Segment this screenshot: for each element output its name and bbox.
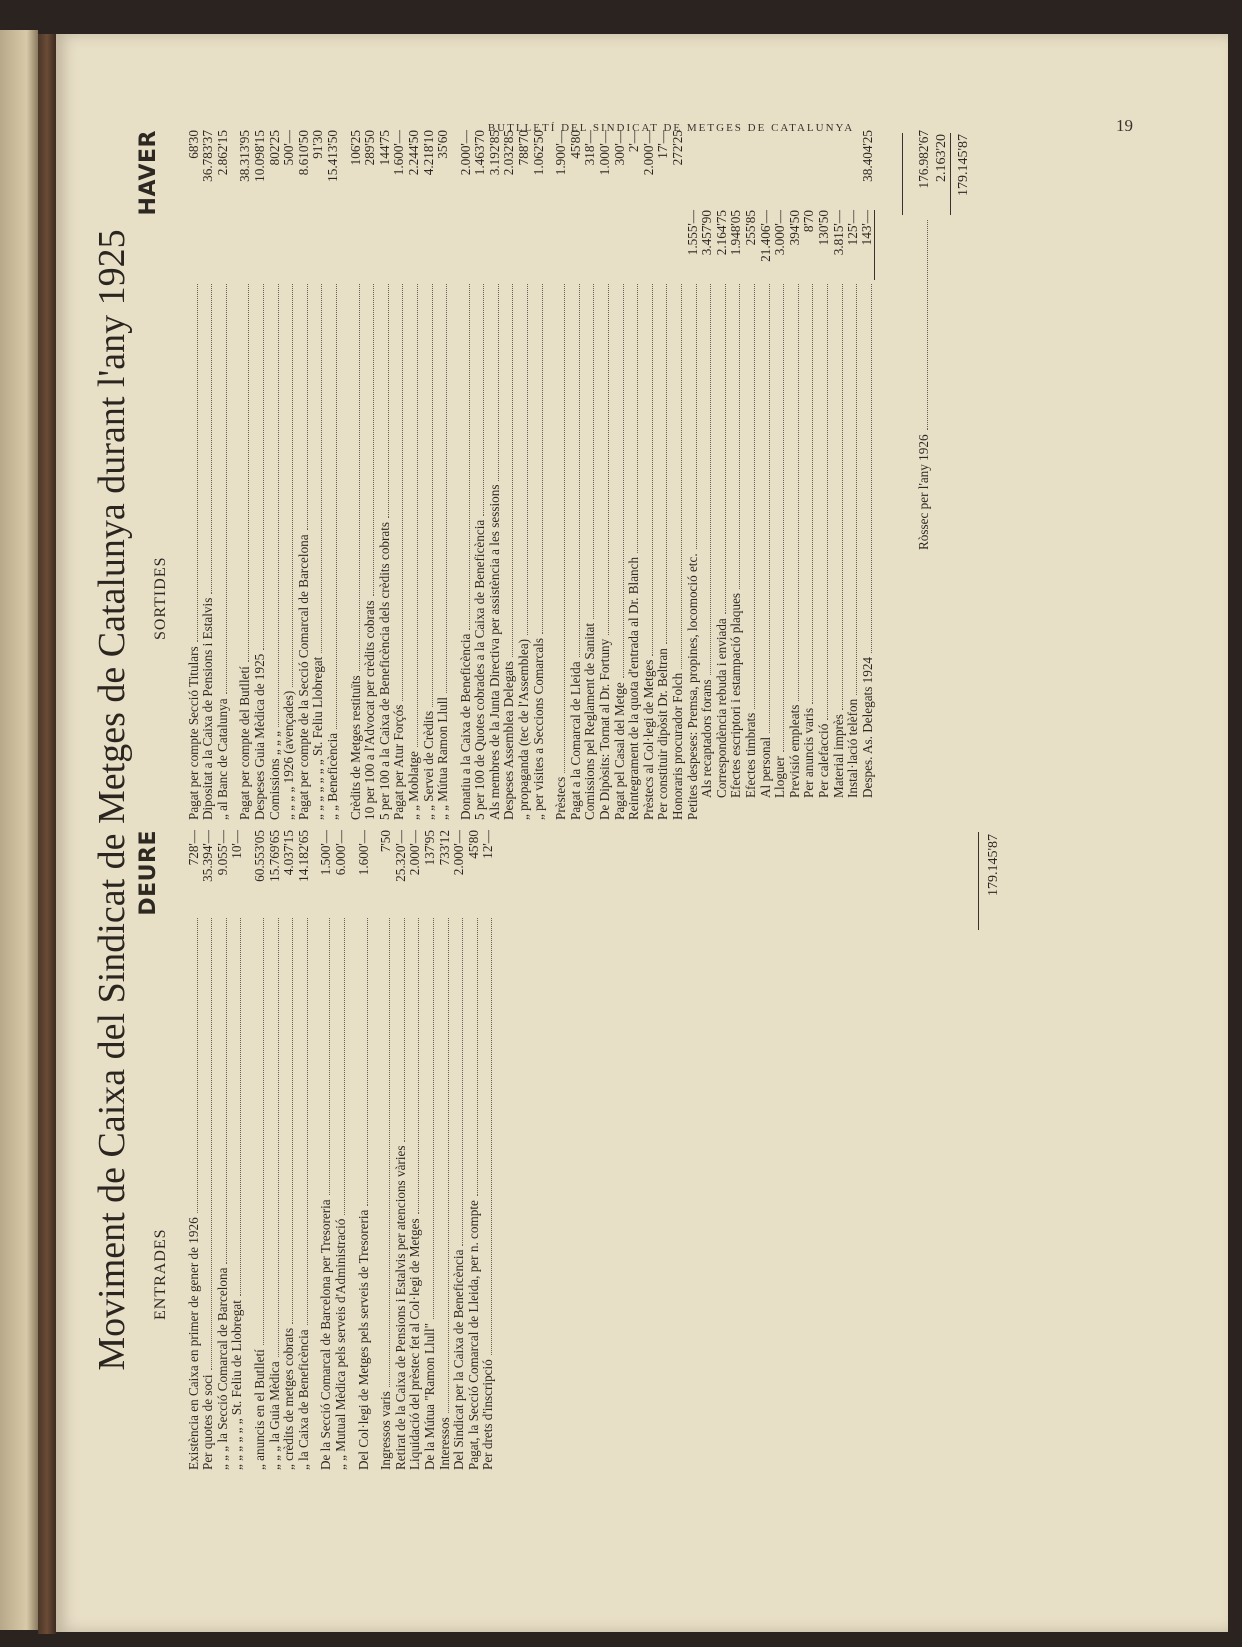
deure-row-amount: 6.000'—	[332, 830, 348, 876]
haver-row-subamount: 3.000'—	[772, 210, 788, 256]
leader-dots	[754, 284, 755, 709]
deure-row-label: „ „ „ la Guia Mèdica	[266, 1361, 282, 1470]
haver-row-label: Als recaptadors forans	[699, 679, 715, 798]
deure-row-label: Retirat de la Caixa de Pensions i Estalvis per atencions vàries	[392, 1145, 408, 1470]
haver-row-label: Comissions pel Reglament de Sanitat	[582, 622, 598, 820]
haver-row-amount: 1.062'50	[530, 130, 546, 176]
deure-row	[481, 830, 496, 1470]
haver-row	[436, 130, 451, 820]
haver-row-label: „ „ „ „ 1926 (avençades)	[281, 690, 297, 820]
leader-dots	[278, 918, 279, 1357]
deure-row-label: Liquidació del prèstec fet al Col·legi de Metges	[407, 1218, 423, 1470]
haver-row	[296, 130, 311, 820]
haver-row-amount: 38.404'25	[859, 130, 875, 182]
haver-row-label: Crèdits de Metges restituïts	[347, 675, 363, 820]
haver-row-subamount: 143'—	[860, 210, 875, 280]
haver-subtotal-rule	[902, 133, 903, 215]
haver-row	[714, 130, 729, 820]
haver-row-amount: 35'60	[435, 130, 451, 159]
haver-row-label: Lloguer	[772, 756, 788, 798]
haver-row-label: Donatiu a la Caixa de Beneficència	[457, 633, 473, 820]
haver-row-subamount: 2.164'75	[713, 210, 729, 256]
deure-heading: DEURE	[136, 830, 161, 916]
leader-dots	[367, 918, 368, 1206]
leader-dots	[462, 918, 463, 1246]
leader-dots	[292, 918, 293, 1324]
leader-dots	[307, 284, 308, 530]
leader-dots	[564, 284, 565, 773]
deure-row-amount: 60.553'05	[251, 830, 267, 882]
deure-row	[437, 830, 452, 1470]
haver-row-label: „ „ Moblatge	[405, 751, 421, 820]
deure-row	[452, 830, 467, 1470]
haver-row	[406, 130, 421, 820]
haver-row-amount: 144'75	[376, 130, 392, 166]
deure-row-amount: 137'95	[421, 830, 437, 866]
haver-row-amount: 3.192'85	[486, 130, 502, 176]
haver-row-amount: 17'—	[655, 130, 671, 159]
haver-row-label: Despeses Guia Mèdica de 1925	[251, 653, 267, 820]
deure-row-label: De la Mútua "Ramon Llull"	[421, 1322, 437, 1470]
deure-row-amount: 1.500'—	[318, 830, 334, 876]
haver-row	[238, 130, 253, 820]
leader-dots	[856, 284, 857, 695]
haver-row-label: „ „ Mútua Ramon Llull	[435, 696, 451, 820]
haver-row	[860, 130, 875, 820]
deure-row-amount: 35.394'—	[200, 830, 216, 882]
haver-row	[473, 130, 488, 820]
leader-dots	[402, 284, 403, 701]
deure-row-amount: 2.000'—	[407, 830, 423, 876]
leader-dots	[812, 284, 813, 704]
haver-row	[267, 130, 282, 820]
haver-row-label: Despeses Assemblea Delegats	[501, 661, 517, 820]
deure-row	[201, 830, 216, 1470]
haver-row-label: Pagat a la Comarcal de Lleida	[567, 661, 583, 820]
leader-dots	[542, 284, 543, 634]
haver-row-label: Instal·lació telèfon	[845, 698, 861, 798]
haver-row	[377, 130, 392, 820]
haver-row-label: Als membres de la Junta Directiva per assistència a les sessions	[486, 484, 502, 820]
haver-row	[516, 130, 531, 820]
leader-dots	[483, 284, 484, 516]
haver-row-subamount: 3.815'—	[830, 210, 846, 256]
leader-dots	[292, 284, 293, 687]
leader-dots	[696, 284, 697, 549]
facing-page-edge	[0, 30, 38, 1630]
haver-row-amount: 2.244'50	[405, 130, 421, 176]
haver-row	[802, 130, 817, 820]
haver-row-label: Per anuncis varis	[801, 707, 817, 798]
haver-row	[743, 130, 758, 820]
deure-row	[230, 830, 245, 1470]
deure-row	[282, 830, 297, 1470]
deure-row-label: Del Col·legi de Metges pels serveis de Tresoreria	[355, 1209, 371, 1470]
running-head: BUTLLETÍ DEL SINDICAT DE METGES DE CATALUNYA	[487, 122, 855, 134]
haver-row-label: 5 per 100 de Quotes cobrades a la Caixa de Beneficència	[472, 519, 488, 820]
haver-row-amount: 91'30	[310, 130, 326, 159]
haver-row	[311, 130, 326, 820]
haver-row-label: Pagat per Atur Forçós	[391, 704, 407, 820]
haver-row	[670, 130, 685, 820]
haver-row-label: Prèstecs al Col·legi de Metges	[640, 659, 656, 820]
deure-row-amount: 4.037'15	[281, 830, 297, 876]
deure-row	[267, 830, 282, 1470]
deure-row	[466, 830, 481, 1470]
deure-row-label: Per drets d'inscripció	[480, 1359, 496, 1470]
leader-dots	[827, 284, 828, 720]
haver-row-amount: 8.610'50	[295, 130, 311, 176]
haver-row	[700, 130, 715, 820]
haver-row-amount: 2.032'85	[501, 130, 517, 176]
entrades-heading: ENTRADES	[152, 1228, 169, 1320]
haver-row-label: „ „ Servei de Crèdits	[420, 710, 436, 820]
haver-row-label: „ al Banc de Catalunya	[214, 698, 230, 820]
leader-dots	[927, 220, 928, 430]
deure-row-label: Ingressos varis	[378, 1391, 394, 1470]
leader-dots	[608, 284, 609, 635]
haver-row	[773, 130, 788, 820]
haver-row-amount: 289'50	[362, 130, 378, 166]
haver-row-label: Pagat per compte de la Secció Comarcal de Barcelona	[295, 534, 311, 820]
leader-dots	[226, 918, 227, 1264]
haver-row	[831, 130, 846, 820]
book-binding	[38, 34, 56, 1634]
haver-row-amount: 272'25	[670, 130, 685, 166]
deure-row-label: De la Secció Comarcal de Barcelona per Tresoreria	[318, 1199, 334, 1470]
haver-row	[816, 130, 831, 820]
haver-row-subamount: 1.948'05	[728, 210, 744, 256]
haver-row-amount: 318'—	[582, 130, 598, 166]
haver-row-label: „ per visites a Seccions Comarcals	[530, 637, 546, 820]
leader-dots	[307, 918, 308, 1325]
leader-dots	[389, 918, 390, 1387]
leader-dots	[336, 284, 337, 729]
haver-row	[758, 130, 773, 820]
haver-row	[186, 130, 201, 820]
deure-row-amount: 15.769'65	[266, 830, 282, 882]
deure-row	[296, 830, 311, 1470]
deure-row-amount: 14.182'65	[295, 830, 311, 882]
leader-dots	[432, 284, 433, 707]
leader-dots	[263, 918, 264, 1345]
leader-dots	[527, 284, 528, 635]
deure-row-amount: 25.320'—	[392, 830, 408, 882]
haver-row	[502, 130, 517, 820]
haver-row-amount: 2.000'—	[457, 130, 473, 176]
haver-row-subamount: 21.406'—	[757, 210, 773, 262]
leader-dots	[240, 918, 241, 1296]
haver-row	[282, 130, 297, 820]
haver-row-label: Previsió empleats	[786, 704, 802, 798]
deure-row-label: Per quotes de soci	[200, 1374, 216, 1470]
rotated-ledger	[90, 130, 1090, 1470]
leader-dots	[373, 284, 374, 596]
haver-row	[392, 130, 407, 820]
haver-row-subamount: 255'85	[742, 210, 758, 246]
haver-row-label: Despes. As. Delegats 1924	[859, 656, 875, 798]
haver-row-amount: 802'25	[266, 130, 282, 166]
haver-row-amount: 2.862'15	[214, 130, 230, 176]
haver-row-label: „ „ Beneficència	[324, 732, 340, 820]
leader-dots	[404, 918, 405, 1142]
haver-row-label: Pagat pel Casal del Metge	[611, 682, 627, 820]
haver-row-subamount: 8'70	[801, 210, 817, 233]
deure-row-label: Del Sindicat per la Caixa de Beneficència	[451, 1249, 467, 1470]
leader-dots	[448, 918, 449, 1413]
haver-row-label: Per constituir dipòsit Dr. Beltran	[655, 648, 671, 820]
haver-row	[583, 130, 598, 820]
haver-row	[325, 130, 340, 820]
haver-row-label: Al personal	[757, 736, 773, 798]
deure-row-amount: 45'80	[465, 830, 481, 859]
haver-row-amount: 1.463'70	[472, 130, 488, 176]
leader-dots	[197, 284, 198, 642]
leader-dots	[739, 284, 740, 589]
haver-row	[656, 130, 671, 820]
haver-row	[568, 130, 583, 820]
haver-row-amount: 68'30	[185, 130, 201, 159]
haver-row	[215, 130, 230, 820]
haver-row-label: „ propaganda (tec de l'Assemblea)	[516, 638, 532, 820]
haver-row	[641, 130, 656, 820]
haver-row-label: 5 per 100 a la Caixa de Beneficència dels crèdits cobrats	[376, 521, 392, 820]
haver-row-label: „ „ „ „ „ „ „ St. Feliu Llobregat	[310, 656, 326, 820]
deure-row-label: Interessos	[436, 1417, 452, 1470]
haver-row-amount: 106'25	[347, 130, 363, 166]
leader-dots	[652, 284, 653, 656]
deure-total: 179.145'87	[986, 834, 1001, 897]
haver-row	[421, 130, 436, 820]
leader-dots	[278, 284, 279, 727]
rossec-amount: 2.163'20	[934, 134, 949, 183]
haver-row	[612, 130, 627, 820]
leader-dots	[344, 918, 345, 1215]
haver-row-amount: 500'—	[281, 130, 297, 166]
haver-row-amount: 300'—	[611, 130, 627, 166]
haver-row	[348, 130, 363, 820]
rossec-label: Ròssec per l'any 1926	[915, 434, 931, 550]
leader-dots	[329, 918, 330, 1195]
deure-row	[215, 830, 230, 1470]
deure-row-label: „ „ „ „ „ „ St. Feliu de Llobregat	[229, 1300, 245, 1470]
leader-dots	[321, 284, 322, 653]
haver-row-label: Per calefacció	[815, 723, 831, 798]
haver-row-amount: 788'70	[516, 130, 532, 166]
haver-row	[597, 130, 612, 820]
haver-row-subamount: 130'50	[815, 210, 831, 246]
deure-row-amount: 10'—	[229, 830, 245, 859]
leader-dots	[681, 284, 682, 669]
deure-row-label: „ crèdits de metges cobrats	[281, 1327, 297, 1470]
leader-dots	[842, 284, 843, 710]
leader-dots	[211, 918, 212, 1370]
haver-section	[90, 130, 1090, 820]
haver-row	[729, 130, 744, 820]
deure-row-label: „ anuncis en el Butlletí	[251, 1349, 267, 1470]
haver-row-label: Correspondència rebuda i enviada	[713, 618, 729, 798]
haver-row-label: Prèstecs	[553, 776, 569, 820]
haver-row-amount: 38.313'95	[237, 130, 253, 182]
haver-row	[252, 130, 267, 820]
haver-row	[554, 130, 569, 820]
sortides-heading: SORTIDES	[152, 556, 169, 640]
haver-row-label: Efectes timbrats	[742, 712, 758, 798]
deure-row	[252, 830, 267, 1470]
entrades-list	[186, 830, 495, 1470]
leader-dots	[512, 284, 513, 657]
deure-row-label: „ „ „ la Secció Comarcal de Barcelona	[214, 1267, 230, 1470]
leader-dots	[593, 284, 594, 619]
deure-row	[356, 830, 371, 1470]
deure-row-amount: 2.000'—	[451, 830, 467, 876]
haver-row	[458, 130, 473, 820]
leader-dots	[623, 284, 624, 678]
haver-row-label: Comissions „ „ „	[266, 730, 282, 820]
haver-row-amount: 36.783'37	[200, 130, 216, 182]
leader-dots	[579, 284, 580, 657]
haver-row	[787, 130, 802, 820]
leader-dots	[446, 284, 447, 693]
deure-row-amount: 12'—	[480, 830, 496, 859]
haver-row-label: Honoraris procurador Folch	[670, 672, 685, 820]
haver-row-subamount: 394'50	[786, 210, 802, 246]
haver-row	[487, 130, 502, 820]
haver-row-subamount: 1.555'—	[684, 210, 700, 256]
haver-row-amount: 15.413'50	[324, 130, 340, 182]
leader-dots	[871, 284, 872, 653]
haver-row-subamount: 3.457'90	[699, 210, 715, 256]
haver-row-amount: 1.900'—	[553, 130, 569, 176]
leader-dots	[433, 918, 434, 1319]
deure-row-amount: 1.600'—	[355, 830, 371, 876]
haver-row	[531, 130, 546, 820]
haver-subtotal: 176.982'67	[915, 130, 931, 189]
haver-row-amount: 2.000'—	[640, 130, 656, 176]
leader-dots	[637, 284, 638, 553]
haver-row	[627, 130, 642, 820]
deure-row	[408, 830, 423, 1470]
deure-row-label: Pagat, la Secció Comarcal de Lleida, per n. compte	[465, 1200, 481, 1470]
leader-dots	[226, 284, 227, 694]
haver-row-label: Pagat per compte Secció Titulars	[185, 646, 201, 820]
leader-dots	[783, 284, 784, 752]
leader-dots	[477, 918, 478, 1196]
leader-dots	[248, 284, 249, 662]
page-number: 19	[1116, 116, 1133, 135]
deure-row-label: „ la Caixa de Beneficència	[295, 1329, 311, 1470]
deure-row	[333, 830, 348, 1470]
haver-row	[685, 130, 700, 820]
haver-row-label: Material imprès	[830, 714, 846, 798]
ledger-title: Moviment de Caixa del Sindicat de Metges de Catalunya durant l'any 1925	[91, 229, 133, 1371]
haver-row-label: Pagat per compte del Butlletí	[237, 666, 253, 820]
leader-dots	[725, 284, 726, 614]
haver-row-label: Reintegrament de la quota d'entrada al Dr. Blanch	[626, 556, 642, 820]
leader-dots	[469, 284, 470, 630]
deure-row-amount: 733'12	[436, 830, 452, 866]
haver-total: 179.145'87	[956, 134, 971, 197]
deure-row	[319, 830, 334, 1470]
leader-dots	[388, 284, 389, 518]
leader-dots	[359, 284, 360, 671]
deure-total-rule	[978, 832, 979, 930]
leader-dots	[491, 918, 492, 1355]
deure-row-amount: 9.055'—	[214, 830, 230, 876]
rossec-row	[916, 130, 931, 820]
leader-dots	[197, 918, 198, 1213]
leader-dots	[263, 284, 264, 650]
haver-row-subamount: 125'—	[845, 210, 861, 246]
haver-heading: HAVER	[136, 130, 161, 216]
haver-row-label: Petites despeses: Premsa, propines, locomoció etc.	[684, 553, 700, 820]
haver-total-rule	[950, 133, 951, 215]
leader-dots	[498, 284, 499, 481]
deure-row	[379, 830, 394, 1470]
leader-dots	[798, 284, 799, 701]
deure-row-label: Existència en Caixa en primer de gener de 1926	[185, 1217, 201, 1470]
haver-row-amount: 1.600'—	[391, 130, 407, 176]
haver-row-amount: 45'80	[567, 130, 583, 159]
deure-row-amount: 728'—	[185, 830, 201, 866]
haver-row-amount: 10.098'15	[251, 130, 267, 182]
haver-row-amount: 2'—	[626, 130, 642, 153]
leader-dots	[211, 284, 212, 594]
haver-row-label: De Dipòsits: Tornat al Dr. Fortuny	[597, 638, 613, 820]
deure-section	[90, 830, 1090, 1470]
sortides-list	[186, 130, 875, 820]
deure-row	[393, 830, 408, 1470]
leader-dots	[666, 284, 667, 644]
deure-row	[422, 830, 437, 1470]
leader-dots	[417, 284, 418, 747]
deure-row-amount: 7'50	[378, 830, 394, 853]
haver-row-label: Efectes escriptori i estampació plaques	[728, 592, 744, 798]
haver-row	[846, 130, 861, 820]
leader-dots	[418, 918, 419, 1214]
haver-row-amount: 1.000'—	[597, 130, 613, 176]
haver-row	[201, 130, 216, 820]
deure-row	[186, 830, 201, 1470]
haver-row	[363, 130, 378, 820]
haver-row-label: 10 per 100 a l'Advocat per crèdits cobrats	[362, 600, 378, 820]
haver-row-amount: 4.218'10	[420, 130, 436, 176]
deure-row-label: „ „ Mutual Mèdica pels serveis d'Administració	[332, 1218, 348, 1470]
leader-dots	[710, 284, 711, 675]
leader-dots	[769, 284, 770, 733]
haver-row-label: Dipositat a la Caixa de Pensions i Estalvis	[200, 597, 216, 820]
